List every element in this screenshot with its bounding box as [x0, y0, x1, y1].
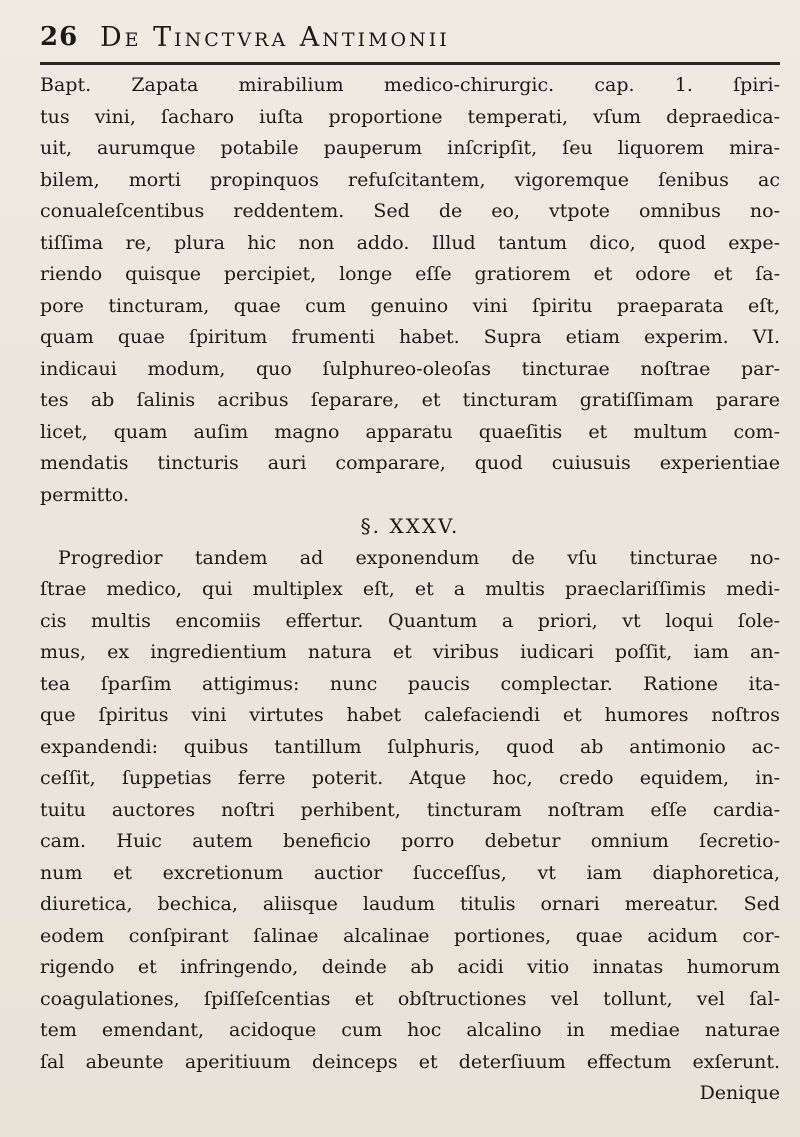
text-line: que ſpiritus vini virtutes habet calefaciendi et humores noſtros: [40, 704, 780, 726]
text-line: expandendi: quibus tantillum ſulphuris, quod ab antimonio ac-: [40, 735, 780, 758]
page-number: 26: [40, 22, 79, 52]
text-line: mus, ex ingredientium natura et viribus iudicari poſſit, iam an-: [40, 641, 780, 663]
text-line: cis multis encomiis effertur. Quantum a priori, vt loqui ſole-: [40, 609, 780, 632]
text-line: num et excretionum auctior ſucceſſus, vt iam diaphoretica,: [40, 861, 780, 884]
text-line: pore tincturam, quae cum genuino vini ſpiritu praeparata eſt,: [40, 294, 780, 317]
text-line: ſal abeunte aperitiuum deinceps et deterſiuum effectum exſerunt.: [40, 1050, 780, 1073]
text-line: conualeſcentibus reddentem. Sed de eo, vtpote omnibus no-: [40, 200, 780, 222]
text-line: indicaui modum, quo ſulphureo-oleoſas tincturae noſtrae par-: [40, 357, 780, 380]
text-line: rigendo et infringendo, deinde ab acidi vitio innatas humorum: [40, 956, 780, 978]
text-line: diuretica, bechica, aliisque laudum titulis ornari mereatur. Sed: [40, 893, 780, 915]
header-rule: [40, 62, 780, 65]
section-heading: §. XXXV.: [360, 514, 460, 538]
text-line: tuitu auctores noſtri perhibent, tincturam noſtram eſſe cardia-: [40, 798, 780, 821]
text-line: ceſſit, ſuppetias ferre poterit. Atque hoc, credo equidem, in-: [40, 767, 780, 789]
text-line: tem emendant, acidoque cum hoc alcalino in mediae naturae: [40, 1019, 780, 1041]
text-line: coagulationes, ſpiſſeſcentias et obſtructiones vel tollunt, vel ſal-: [40, 987, 780, 1010]
text-line: mendatis tincturis auri comparare, quod cuiusuis experientiae: [40, 452, 780, 474]
text-line: eodem conſpirant ſalinae alcalinae portiones, quae acidum cor-: [40, 924, 780, 947]
text-line: cam. Huic autem beneficio porro debetur omnium ſecretio-: [40, 830, 780, 852]
text-line: tus vini, ſacharo iuſta proportione temperati, vſum depraedica-: [40, 105, 780, 128]
text-line: quam quae ſpiritum frumenti habet. Supra etiam experim. VI.: [40, 326, 780, 348]
catchword: Denique: [699, 1082, 780, 1104]
text-line: tes ab ſalinis acribus ſeparare, et tincturam gratiſſimam parare: [40, 389, 780, 411]
text-line: permitto.: [40, 483, 129, 506]
text-line: tea ſparſim attigimus: nunc paucis complectar. Ratione ita-: [40, 672, 780, 695]
text-line: uit, aurumque potabile pauperum inſcripſit, ſeu liquorem mira-: [40, 137, 780, 159]
body-text: [40, 70, 780, 1110]
text-line: riendo quisque percipiet, longe eſſe gratiorem et odore et ſa-: [40, 263, 780, 285]
text-line: licet, quam auſim magno apparatu quaeſitis et multum com-: [40, 420, 780, 443]
text-line: Bapt. Zapata mirabilium medico-chirurgic. cap. 1. ſpiri-: [40, 74, 780, 96]
text-line: bilem, morti propinquos refuſcitantem, vigoremque ſenibus ac: [40, 168, 780, 191]
text-line: tiſſima re, plura hic non addo. Illud tantum dico, quod expe-: [40, 231, 780, 254]
page-header: [40, 22, 780, 62]
running-head: De Tinctvra Antimonii: [100, 22, 450, 53]
text-line: Progredior tandem ad exponendum de vſu tincturae no-: [58, 546, 780, 569]
text-line: ſtrae medico, qui multiplex eſt, et a multis praeclariſſimis medi-: [40, 578, 780, 600]
